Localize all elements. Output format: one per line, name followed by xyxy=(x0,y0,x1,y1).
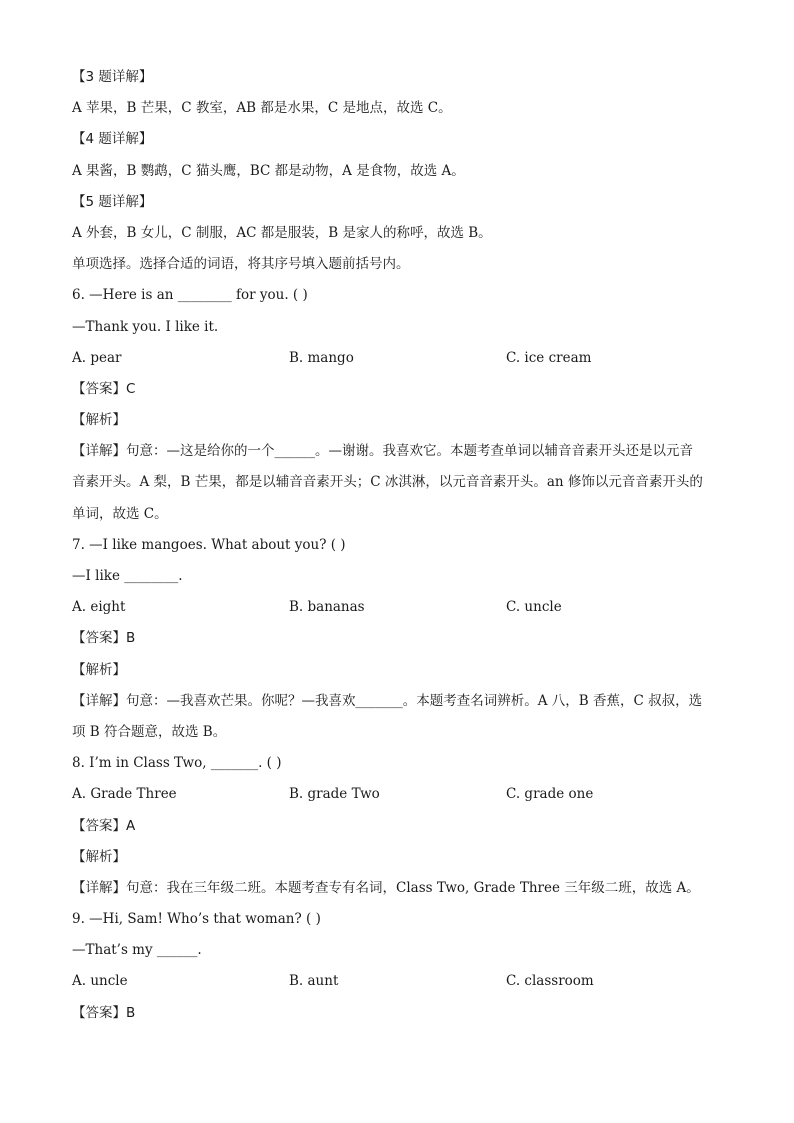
q9-options xyxy=(72,966,734,997)
q8-analysis-heading: 【解析】 xyxy=(72,848,126,865)
q7-stem: 7. —I like mangoes. What about you? ( ) xyxy=(72,536,346,553)
document-page xyxy=(72,62,734,1029)
section-heading-q4: 【4 题详解】 xyxy=(72,131,153,148)
q6-options xyxy=(72,343,734,374)
q8-stem: 8. I’m in Class Two, _______. ( ) xyxy=(72,755,282,772)
q8-detail-line-1: 【详解】句意：我在三年级二班。本题考查专有名词，Class Two, Grade Three 三年级二班，故选 A。 xyxy=(72,879,700,896)
q6-detail-line-1: 【详解】句意：—这是给你的一个______。—谢谢。我喜欢它。本题考查单词以辅音音素开头还是以元音 xyxy=(72,443,693,460)
q7-options xyxy=(72,592,734,623)
q6-option-b: B. mango xyxy=(289,349,354,366)
q8-answer: 【答案】A xyxy=(72,817,136,834)
q7-detail-line-1: 【详解】句意：—我喜欢芒果。你呢？—我喜欢_______。本题考查名词辨析。A 八，B 香蕉，C 叔叔，选 xyxy=(72,692,703,709)
q6-detail-line-2: 音素开头。A 梨，B 芒果，都是以辅音音素开头；C 冰淇淋，以元音音素开头。an 修饰以元音音素开头的 xyxy=(72,474,703,491)
q6-analysis-heading: 【解析】 xyxy=(72,412,126,429)
q9-answer: 【答案】B xyxy=(72,1004,136,1021)
section-instruction: 单项选择。选择合适的词语，将其序号填入题前括号内。 xyxy=(72,256,410,273)
q6-stem: 6. —Here is an ________ for you. ( ) xyxy=(72,287,308,304)
section-heading-q3: 【3 题详解】 xyxy=(72,69,153,85)
q9-reply: —That’s my ______. xyxy=(72,942,202,959)
q7-detail-line-2: 项 B 符合题意，故选 B。 xyxy=(72,723,227,740)
q6-reply: —Thank you. I like it. xyxy=(72,318,219,335)
q6-option-a: A. pear xyxy=(72,349,122,366)
q5-explanation: A 外套，B 女儿，C 制服，AC 都是服装，B 是家人的称呼，故选 B。 xyxy=(72,224,492,241)
q3-explanation: A 苹果，B 芒果，C 教室，AB 都是水果，C 是地点，故选 C。 xyxy=(72,100,452,117)
q7-analysis-heading: 【解析】 xyxy=(72,661,126,678)
q9-option-b: B. aunt xyxy=(289,973,339,990)
q7-option-b: B. bananas xyxy=(289,599,365,616)
q8-option-b: B. grade Two xyxy=(289,786,380,803)
q7-option-a: A. eight xyxy=(72,599,126,616)
q8-option-c: C. grade one xyxy=(506,786,594,803)
q7-reply: —I like ________. xyxy=(72,568,183,584)
q9-option-a: A. uncle xyxy=(72,973,128,990)
q8-option-a: A. Grade Three xyxy=(72,786,177,803)
q7-answer: 【答案】B xyxy=(72,630,136,647)
q6-answer: 【答案】C xyxy=(72,380,136,397)
q6-option-c: C. ice cream xyxy=(506,349,592,366)
q6-detail-line-3: 单词，故选 C。 xyxy=(72,505,168,522)
q9-option-c: C. classroom xyxy=(506,973,594,990)
section-heading-q5: 【5 题详解】 xyxy=(72,193,153,210)
q9-stem: 9. —Hi, Sam! Who’s that woman? ( ) xyxy=(72,911,321,928)
q8-options xyxy=(72,779,734,810)
q4-explanation: A 果酱，B 鹦鹉，C 猫头鹰，BC 都是动物，A 是食物，故选 A。 xyxy=(72,162,465,179)
q7-option-c: C. uncle xyxy=(506,599,562,616)
